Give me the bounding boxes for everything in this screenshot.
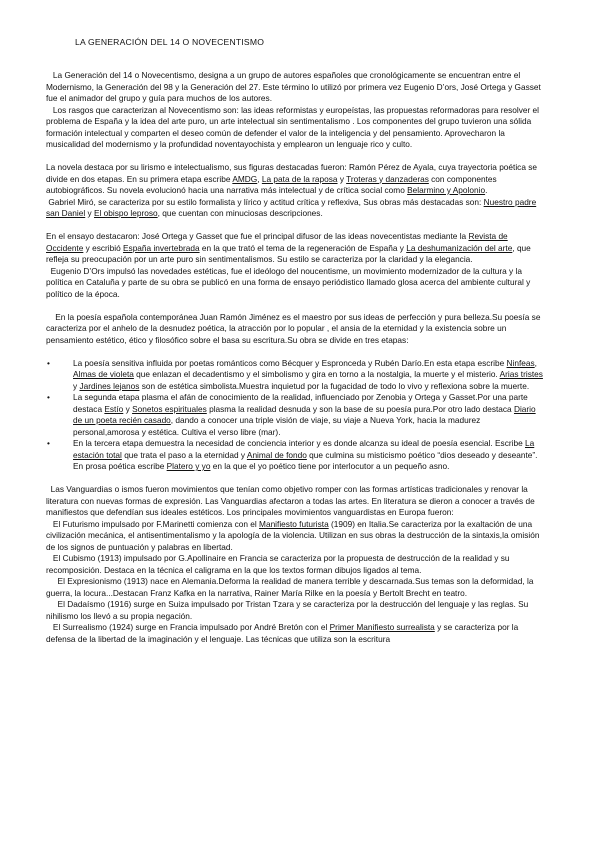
bullet-marker: • bbox=[47, 392, 50, 402]
work-title: AMDG bbox=[232, 173, 258, 184]
list-item-etapa-3: • En la tercera etapa demuestra la necesidad de conciencia interior y es donde alcanza su ideal de poesía esencial. Escribe La estación total que trata el paso a la eternidad y Animal de fondo que culmina su misticismo poético “dios deseado y deseante”. En prosa poética escribe Platero y yo en la que el yo poético tiene por interlocutor a un pequeño asno. bbox=[47, 438, 538, 471]
work-title: La estación total bbox=[73, 438, 535, 460]
work-title: Sonetos espirituales bbox=[132, 403, 207, 414]
work-title: Manifiesto futurista bbox=[259, 518, 329, 529]
work-title: Ninfeas bbox=[506, 357, 535, 368]
paragraph-dors: Eugenio D’Ors impulsó las novedades estéticas, fue el ideólogo del noucentisme, un movimiento modernizador de la cultura y la política en Cataluña y parte de su obra se publicó en una forma de ensayo periódistico llamado glosa acerca del ambiente cultural y político de la época. bbox=[46, 265, 531, 299]
work-title: Troteras y danzaderas bbox=[346, 173, 429, 184]
list-item-etapa-1: • La poesía sensitiva influida por poetas románticos como Bécquer y Espronceda y Rubén Darío.En esta etapa escribe Ninfeas, Almas de violeta que enlazan el decadentismo y el simbolismo y gira en torno a la nostalgia, la muerte y el misterio. Arias tristes y Jardines lejanos son de estética simbolista.Muestra inquietud por la fugacidad de todo lo vivo y reflexiona sobre la muerte. bbox=[47, 357, 543, 391]
paragraph-surrealismo: El Surrealismo (1924) surge en Francia impulsado por André Bretón con el Primer Manifiesto surrealista y se caracteriza por la defensa de la libertad de la imaginación y el lenguaje. Las técnicas que utiliza son la escritura bbox=[46, 622, 519, 644]
document-title: LA GENERACIÓN DEL 14 O NOVECENTISMO bbox=[75, 37, 265, 47]
paragraph-expresionismo: El Expresionismo (1913) nace en Alemania.Deforma la realidad de manera terrible y descarnada.Sus temas son la deformidad, la guerra, la locura...Destacan Franz Kafka en la narrativa, Rainer María Rilke en la poesía y Bertolt Brecht en teatro. bbox=[46, 576, 534, 598]
paragraph-futurismo: El Futurismo impulsado por F.Marinetti comienza con el Manifiesto futurista (1909) en Italia.Se caracteriza por la exaltación de una civilización mecánica, el antisentimentalismo y la apología de la violencia. Utilizan en sus obras la destrucción de la sintaxis,la omisión de los signos de puntuación y palabras en libertad. bbox=[46, 518, 540, 552]
paragraph-novela: La novela destaca por su lirismo e intelectualismo, sus figuras destacadas fueron: Ramón Pérez de Ayala, cuya trayectoria poética se divide en dos etapas. En su primera etapa escribe AMDG, La pata de la raposa y Troteras y danzaderas con componentes autobiográficos. Su novela evolucionó hacia una narrativa más intelectual y de crítica social como Belarmino y Apolonio. bbox=[46, 162, 538, 195]
work-title: Estío bbox=[104, 403, 124, 414]
work-title: Jardines lejanos bbox=[79, 380, 140, 391]
paragraph-cubismo: El Cubismo (1913) impulsado por G.Apollinaire en Francia se caracteriza por la propuesta de destrucción de la realidad y su recomposición. Destaca en la técnica el caligrama en la que los textos forman dibujos ligados al tema. bbox=[46, 553, 510, 575]
work-title: Almas de violeta bbox=[73, 369, 134, 379]
work-title: Arias tristes bbox=[499, 369, 543, 379]
paragraph-dadaismo: El Dadaísmo (1916) surge en Suiza impulsado por Tristan Tzara y se caracteriza por la destrucción del lenguaje y las reglas. Su nihilismo los llevó a su propia negación. bbox=[46, 599, 529, 621]
work-title: La pata de la raposa bbox=[261, 173, 338, 184]
paragraph-ensayo: En el ensayo destacaron: José Ortega y Gasset que fue el principal difusor de las ideas novecentistas mediante la Revista de Occidente y escribió España invertebrada en la que trató el tema de la regeneración de España y La deshumanización del arte, que refleja su preocupación por un arte puro sin sentimentalismos. Su estilo se caracteriza por la claridad y la elegancia. bbox=[46, 231, 531, 264]
list-item-etapa-2: • La segunda etapa plasma el afán de conocimiento de la realidad, influenciado por Zenobia y Ortega y Gasset.Por una parte destaca Estío y Sonetos espirituales plasma la realidad desnuda y son la base de su poesía pura.Por otro lado destaca Diario de un poeta recién casado, dando a conocer una triple visión de viaje, su viaje a Nueva York, hacia la madurez personal,amorosa y estética. Cultiva el verso libre (mar). bbox=[47, 392, 536, 437]
bullet-marker: • bbox=[47, 357, 50, 368]
work-title: Platero y yo bbox=[166, 461, 211, 471]
work-title: La deshumanización del arte bbox=[406, 242, 513, 253]
work-title: Belarmino y Apolonio bbox=[407, 185, 486, 195]
paragraph-miro: Gabriel Miró, se caracteriza por su estilo formalista y lírico y actitud crítica y reflexiva, Sus obras más destacadas son: Nuestro padre san Daniel y El obispo leproso, que cuentan con minuciosas descripciones. bbox=[46, 196, 537, 218]
work-title: Diario de un poeta recién casado bbox=[73, 403, 536, 425]
work-title: El obispo leproso bbox=[93, 208, 158, 218]
document-body bbox=[46, 70, 546, 645]
paragraph-poesia: En la poesía española contemporánea Juan Ramón Jiménez es el maestro por sus ideas de perfección y pura belleza.Su poesía se caracteriza por el anhelo de la desnudez poética, la atracción por lo popular , el ansia de la eternidad y la existencia sobre un pensamiento estético, ético y filosófico sobre el basa su escritura.Su obra se divide en tres etapas: bbox=[46, 311, 541, 345]
paragraph-rasgos: Los rasgos que caracterizan al Novecentismo son: las ideas reformistas y europeístas, las propuestas reformadoras para resolver el problema de España y la idea del arte puro, un arte intelectual sin sentimentalismo . Los componentes del grupo tuvieron una sólida formación intelectual y comparten el deseo común de defender el valor de la inteligencia y del pensamiento. Aprovecharon la musicalidad del modernismo y la profundidad noventayochista y emplearon un lenguaje rico y culto. bbox=[46, 104, 539, 149]
paragraph-novecentismo-intro: La Generación del 14 o Novecentismo, designa a un grupo de autores españoles que cronológicamente se encuentran entre el Modernismo, la Generación del 98 y la Generación del 27. Este término lo utilizó por primera vez Eugenio D’ors, José Ortega y Gasset fue el animador del grupo y guía para muchos de los autores. bbox=[46, 70, 541, 103]
paragraph-vanguardias: Las Vanguardias o ismos fueron movimientos que tenían como objetivo romper con las formas artísticas tradicionales y renovar la literatura con nuevas formas de expresión. Las Vanguardias afectaron a todas las artes. En literatura se dieron a conocer a través de manifiestos que defendían sus ideales estéticos. Los principales movimientos vanguardistas en Europa fueron: bbox=[46, 484, 535, 517]
work-title: Nuestro padre san Daniel bbox=[46, 196, 537, 218]
work-title: España invertebrada bbox=[123, 242, 200, 253]
work-title: Animal de fondo bbox=[246, 449, 307, 460]
work-title: Primer Manifiesto surrealista bbox=[329, 622, 435, 632]
work-title: Revista de Occidente bbox=[46, 231, 508, 253]
bullet-marker: • bbox=[47, 438, 50, 448]
